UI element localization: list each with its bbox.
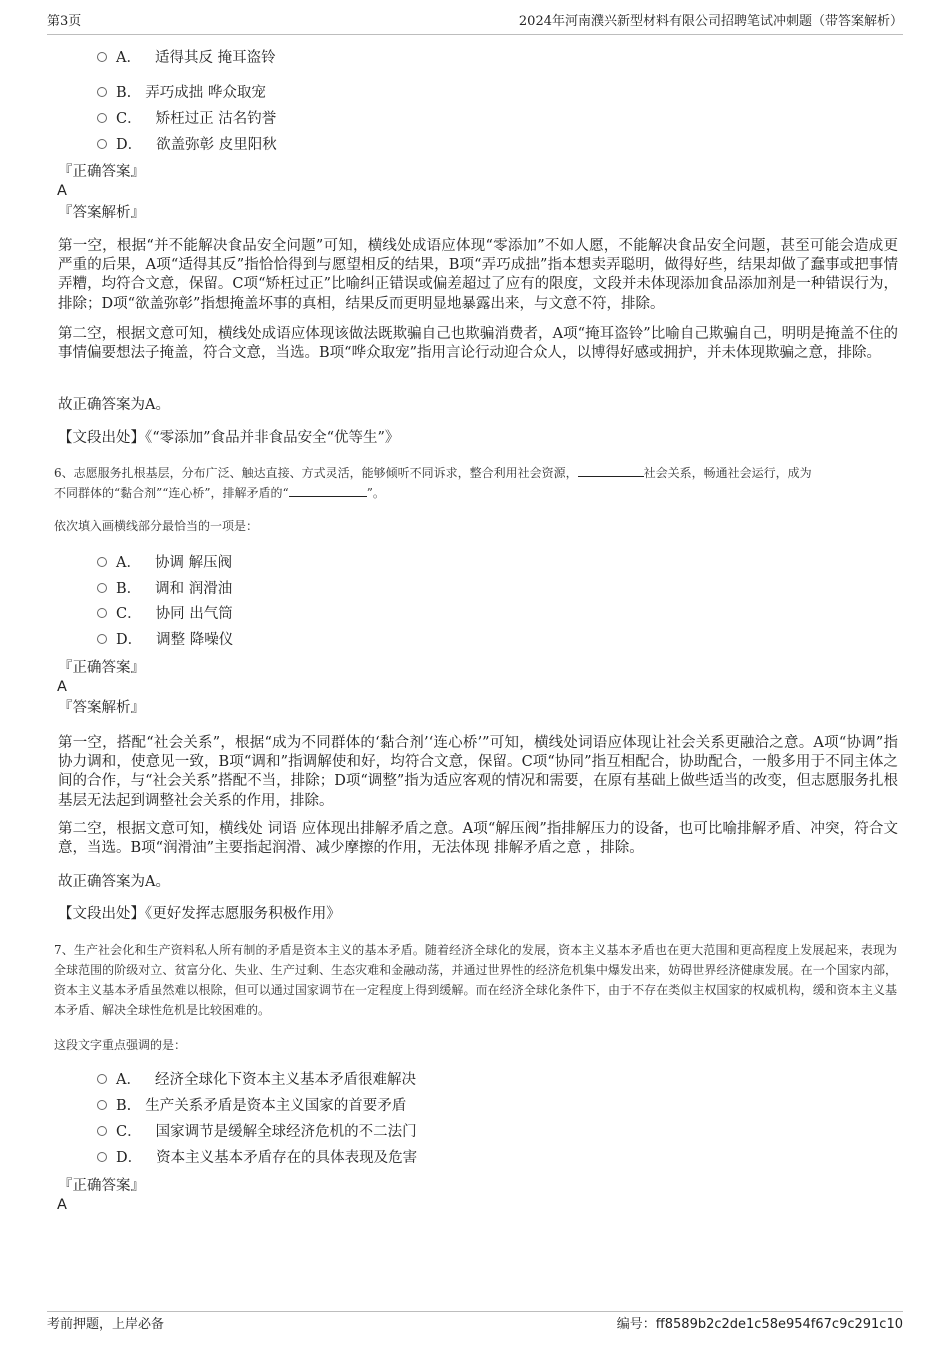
radio-icon[interactable]: [97, 557, 107, 567]
q6-stem: 6、志愿服务扎根基层，分布广泛、触达直接、方式灵活，能够倾听不同诉求，整合利用社会资源， 社会关系，畅通社会运行，成为 不同群体的“黏合剂”“连心桥”，排解矛盾的“ ”。: [54, 466, 812, 500]
radio-icon[interactable]: [97, 608, 107, 618]
q5-analysis-label: 『答案解析』: [58, 205, 145, 221]
q6-analysis-paragraph-2: 第二空，根据文意可知，横线处 词语 应体现出排解矛盾之意。A项“解压阀”指排解压力的设备，也可比喻排解矛盾、冲突，符合文意，当选。B项“润滑油”主要指起润滑、减少摩擦的作用，无法体现 排解矛盾之意 ，排除。: [58, 821, 898, 857]
q7-stem: 7、生产社会化和生产资料私人所有制的矛盾是资本主义的基本矛盾。随着经济全球化的发展，资本主义基本矛盾也在更大范围和更高程度上发展起来，表现为全球范围的阶级对立、贫富分化、失业、生产过剩、生态灾难和金融动荡，并通过世界性的经济危机集中爆发出来，妨碍世界经济健康发展。在一个国家内部，资本主义基本矛盾虽然难以根除，但可以通过国家调节在一定程度上得到缓解。而在经济全球化条件下，由于不存在类似主权国家的权威机构，缓和资本主义基本矛盾、解决全球性危机是比较困难的。: [54, 943, 897, 1017]
radio-icon[interactable]: [97, 1152, 107, 1162]
q7-correct-answer-label: 『正确答案』: [58, 1178, 145, 1194]
q5-option-c[interactable]: C． 矫枉过正 沽名钓誉: [97, 109, 276, 129]
q5-answer-value: A: [57, 183, 67, 199]
q7-option-a[interactable]: A． 经济全球化下资本主义基本矛盾很难解决: [97, 1070, 416, 1090]
q6-blank-2: [289, 484, 367, 497]
document-title: 2024年河南濮兴新型材料有限公司招聘笔试冲刺题（带答案解析）: [518, 14, 903, 29]
q5-option-b[interactable]: B. 弄巧成拙 哗众取宠: [97, 83, 266, 103]
radio-icon[interactable]: [97, 87, 107, 97]
q5-correct-answer-label: 『正确答案』: [58, 164, 145, 180]
q7-option-c[interactable]: C． 国家调节是缓解全球经济危机的不二法门: [97, 1122, 417, 1142]
q7-option-b[interactable]: B. 生产关系矛盾是资本主义国家的首要矛盾: [97, 1096, 406, 1116]
q6-analysis-paragraph-1: 第一空，搭配“社会关系”，根据“成为不同群体的‘黏合剂’‘连心桥’”可知，横线处词语应体现让社会关系更融洽之意。A项“协调”指协力调和，使意见一致，B项“调和”指调解使和好，均符合文意，保留。C项“协同”指互相配合，协助配合，一般多用于不同主体之间的合作，与“社会关系”搭配不当，排除；D项“调整”指为适应客观的情况和需要，在原有基础上做些适当的改变，但志愿服务扎根基层无法起到调整社会关系的作用，排除。: [58, 735, 898, 809]
q6-analysis-label: 『答案解析』: [58, 700, 145, 716]
q6-option-c[interactable]: C． 协同 出气筒: [97, 604, 233, 624]
q5-option-a[interactable]: A． 适得其反 掩耳盗铃: [97, 48, 276, 68]
q6-analysis-conclusion: 故正确答案为A。: [58, 874, 170, 890]
document-code: 编号：ff8589b2c2de1c58e954f67c9c291c10: [616, 1317, 903, 1332]
q6-correct-answer-label: 『正确答案』: [58, 660, 145, 676]
q7-option-d[interactable]: D． 资本主义基本矛盾存在的具体表现及危害: [97, 1148, 417, 1168]
q5-analysis-paragraph-2: 第二空，根据文意可知，横线处成语应体现该做法既欺骗自己也欺骗消费者，A项“掩耳盗铃”比喻自己欺骗自己，明明是掩盖不住的事情偏要想法子掩盖，符合文意，当选。B项“哗众取宠”指用言论行动迎合众人，以博得好感或拥护，并未体现欺骗之意，排除。: [58, 326, 898, 362]
q6-option-b[interactable]: B． 调和 润滑油: [97, 579, 232, 599]
q5-source: 【文段出处】《“零添加”食品并非食品安全“优等生”》: [58, 430, 400, 446]
radio-icon[interactable]: [97, 1100, 107, 1110]
q5-analysis-conclusion: 故正确答案为A。: [58, 397, 170, 413]
radio-icon[interactable]: [97, 113, 107, 123]
page-number: 第3页: [47, 14, 82, 29]
q6-option-d[interactable]: D． 调整 降噪仪: [97, 630, 233, 650]
q6-source: 【文段出处】《更好发挥志愿服务积极作用》: [58, 906, 341, 922]
q6-option-a[interactable]: A． 协调 解压阀: [97, 553, 232, 573]
footer-slogan: 考前押题，上岸必备: [47, 1317, 165, 1332]
q6-answer-value: A: [57, 679, 67, 695]
radio-icon[interactable]: [97, 583, 107, 593]
q5-option-d[interactable]: D． 欲盖弥彰 皮里阳秋: [97, 135, 277, 155]
radio-icon[interactable]: [97, 1126, 107, 1136]
q7-answer-value: A: [57, 1197, 67, 1213]
q5-analysis-paragraph-1: 第一空，根据“并不能解决食品安全问题”可知，横线处成语应体现“零添加”不如人愿，不能解决食品安全问题，甚至可能会造成更严重的后果，A项“适得其反”指恰恰得到与愿望相反的结果，B项“弄巧成拙”指本想卖弄聪明，做得好些，结果却做了蠢事或把事情弄糟，均符合文意，保留。C项“矫枉过正”比喻纠正错误或偏差超过了应有的限度，文段并未体现添加食品添加剂是一种错误行为，排除；D项“欲盖弥彰”指想掩盖坏事的真相，结果反而更明显地暴露出来，与文意不符，排除。: [58, 238, 898, 312]
radio-icon[interactable]: [97, 634, 107, 644]
radio-icon[interactable]: [97, 1074, 107, 1084]
q6-prompt: 依次填入画横线部分最恰当的一项是：: [54, 519, 259, 533]
page-footer: [47, 1311, 903, 1340]
radio-icon[interactable]: [97, 139, 107, 149]
page-header: [47, 12, 903, 35]
radio-icon[interactable]: [97, 52, 107, 62]
q6-blank-1: [578, 464, 644, 477]
q7-prompt: 这段文字重点强调的是：: [54, 1038, 187, 1052]
